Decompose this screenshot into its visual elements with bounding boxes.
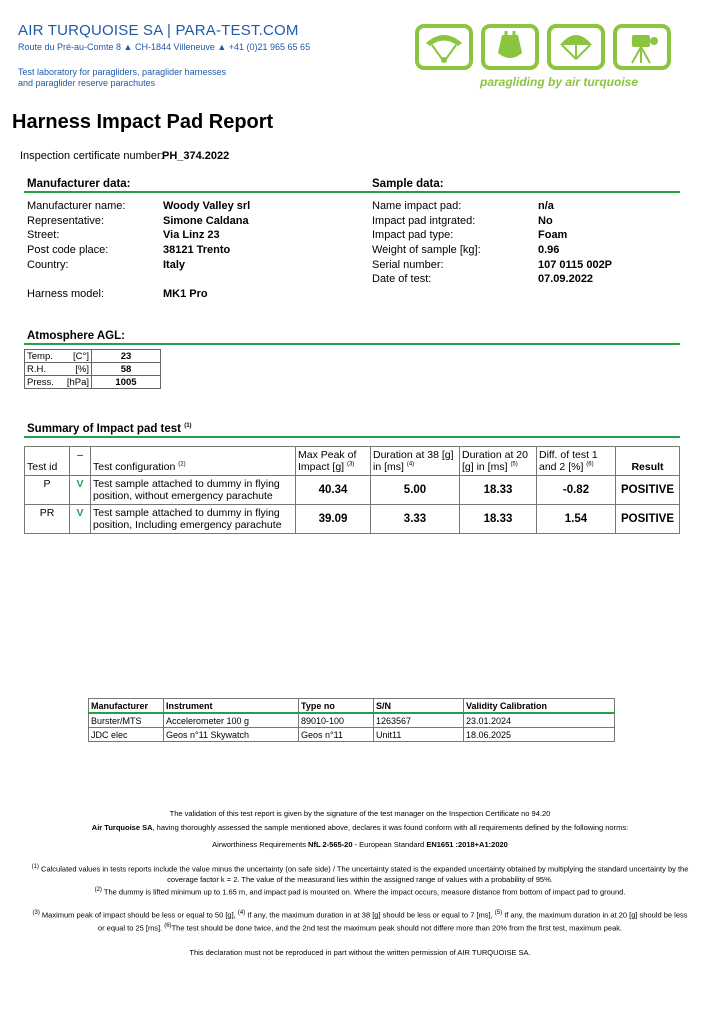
row-config: Test sample attached to dummy in flying position, Including emergency parachute: [91, 505, 296, 534]
representative-value: Simone Caldana: [163, 215, 249, 227]
inst-instrument: Geos n°11 Skywatch: [164, 728, 299, 742]
company-description: [18, 67, 318, 89]
col-dur38: [371, 447, 460, 476]
impact-pad-integrated-value: No: [538, 215, 553, 227]
pressure-label: Press.: [27, 376, 54, 388]
post-code-label: Post code place:: [27, 244, 109, 256]
test-date-label: Date of test:: [372, 273, 432, 285]
footnote-2: [30, 885, 690, 898]
impact-pad-type-label: Impact pad type:: [372, 229, 454, 241]
inst-col-type: Type no: [299, 699, 374, 714]
atmosphere-table: [24, 349, 161, 389]
col-dash: –: [70, 447, 91, 476]
row-test-id: PR: [25, 505, 70, 534]
footnote-3-text: Maximum peak of impact should be less or equal to 50 [g],: [39, 910, 238, 920]
footnote-5-text: If any, the maximum duration in at 20 [g] should be less or equal to 25 [ms].: [97, 910, 688, 932]
logo-strip: [415, 24, 671, 74]
street-label: Street:: [27, 229, 60, 241]
norms-mid: - European Standard: [352, 840, 427, 849]
row-config: Test sample attached to dummy in flying position, without emergency parachute: [91, 476, 296, 505]
footnote-6-text: The test should be done twice, and the 2nd test the maximum peak should not differe more than 20% from the first test, maximum peak.: [171, 923, 623, 932]
instrument-row: [89, 713, 615, 728]
footnote-5-mark: (5): [494, 910, 503, 916]
col-dur20: [460, 447, 537, 476]
inst-col-validity: Validity Calibration: [464, 699, 615, 714]
norms-nfl: NfL 2-565-20: [308, 840, 353, 849]
atmosphere-label-cell: [25, 350, 92, 363]
section-divider: [24, 191, 680, 193]
footnote-2-mark: (2): [94, 887, 102, 893]
col-config-note: (2): [178, 461, 186, 468]
sample-weight-value: 0.96: [538, 244, 560, 256]
row-max-peak: 39.09: [296, 505, 371, 534]
inst-instrument: Accelerometer 100 g: [164, 713, 299, 728]
instrument-table: [88, 698, 615, 742]
summary-heading-note: (1): [184, 423, 192, 430]
atmosphere-row: [25, 350, 161, 363]
inst-validity: 23.01.2024: [464, 713, 615, 728]
inst-sn: Unit11: [374, 728, 464, 742]
col-dur38-text: Duration at 38 [g] in [ms]: [373, 449, 454, 473]
validation-text: The validation of this test report is given by the signature of the test manager on the Inspection Certificate no 94.20: [169, 809, 551, 818]
temp-unit: [C°]: [73, 350, 89, 362]
footnote-3-6: [30, 908, 690, 933]
inst-col-sn: S/N: [374, 699, 464, 714]
pressure-value: 1005: [92, 376, 161, 389]
street-value: Via Linz 23: [163, 229, 220, 241]
row-max-peak: 40.34: [296, 476, 371, 505]
instrument-row: [89, 728, 615, 742]
serial-number-label: Serial number:: [372, 259, 444, 271]
atmosphere-row: [25, 363, 161, 376]
col-dur20-text: Duration at 20 [g] in [ms]: [462, 449, 528, 473]
temp-value: 23: [92, 350, 161, 363]
declaration-company: Air Turquoise SA: [91, 823, 153, 832]
atmosphere-row: [25, 376, 161, 389]
representative-label: Representative:: [27, 215, 105, 227]
atmosphere-label-cell: [25, 363, 92, 376]
impact-pad-type-value: Foam: [538, 229, 568, 241]
row-diff: -0.82: [537, 476, 616, 505]
col-max-peak-note: (3): [347, 461, 355, 468]
col-diff: [537, 447, 616, 476]
rh-value: 58: [92, 363, 161, 376]
row-check: V: [70, 476, 91, 505]
footnote-6-mark: (6): [164, 922, 172, 929]
col-max-peak-text: Max Peak of Impact [g]: [298, 449, 357, 473]
col-diff-note: (6): [586, 461, 594, 468]
row-result: POSITIVE: [616, 476, 680, 505]
footnote-4-mark: (4): [237, 910, 246, 916]
inst-type: Geos n°11: [299, 728, 374, 742]
norms-text: [30, 840, 690, 850]
impact-pad-name-label: Name impact pad:: [372, 200, 462, 212]
country-label: Country:: [27, 259, 69, 271]
inst-col-manufacturer: Manufacturer: [89, 699, 164, 714]
atmosphere-divider: [24, 343, 680, 345]
footnote-1-text: Calculated values in tests reports include the value minus the uncertainty (on safe side) / The uncertainty stated is the expanded uncertainty obtained by multiplying the standard uncertainty by the coverage factor k = 2. The value of the measurand lies within the assigned range of values with a probability of 95%.: [38, 864, 689, 884]
camera-tripod-icon: [613, 24, 671, 70]
paraglider-icon: [415, 24, 473, 70]
col-result: Result: [616, 447, 680, 476]
declaration-text: [30, 823, 690, 833]
rh-label: R.H.: [27, 363, 46, 375]
temp-label: Temp.: [27, 350, 53, 362]
serial-number-value: 107 0115 002P: [538, 259, 613, 271]
summary-row: [25, 505, 680, 534]
col-dur38-note: (4): [406, 461, 415, 468]
inst-manufacturer: Burster/MTS: [89, 713, 164, 728]
inst-col-instrument: Instrument: [164, 699, 299, 714]
declaration-rest: , having thoroughly assessed the sample mentioned above, declares it was found conform with all requirements defined by the following norms:: [152, 823, 629, 832]
company-address: Route du Pré-au-Comte 8 ▲ CH-1844 Villeneuve ▲ +41 (0)21 965 65 65: [18, 42, 311, 52]
summary-header-row: [25, 447, 680, 476]
footnote-3-mark: (3): [32, 910, 40, 916]
row-diff: 1.54: [537, 505, 616, 534]
test-date-value: 07.09.2022: [538, 273, 594, 285]
reserve-parachute-icon: [547, 24, 605, 70]
tagline: paragliding by air turquoise: [480, 75, 639, 89]
certificate-number: PH_374.2022: [162, 150, 230, 162]
rh-unit: [%]: [75, 363, 89, 375]
inst-type: 89010-100: [299, 713, 374, 728]
footnote-1: [30, 862, 690, 885]
row-dur38: 3.33: [371, 505, 460, 534]
footnote-2-text: The dummy is lifted minimum up to 1.65 m, and impact pad is mounted on. Where the impact occurs, measure distance from bottom of impact pad to ground.: [101, 887, 626, 897]
row-result: POSITIVE: [616, 505, 680, 534]
impact-pad-integrated-label: Impact pad intgrated:: [372, 215, 476, 227]
col-config-text: Test configuration: [93, 461, 176, 473]
col-max-peak: [296, 447, 371, 476]
inst-sn: 1263567: [374, 713, 464, 728]
inst-validity: 18.06.2025: [464, 728, 615, 742]
harness-icon: [481, 24, 539, 70]
footnote-1-mark: (1): [31, 864, 39, 870]
row-dur20: 18.33: [460, 505, 537, 534]
impact-pad-name-value: n/a: [538, 200, 554, 212]
norms-pre: Airworthiness Requirements: [212, 840, 309, 849]
col-config: [91, 447, 296, 476]
post-code-value: 38121 Trento: [163, 244, 231, 256]
manufacturer-name-label: Manufacturer name:: [27, 200, 126, 212]
atmosphere-heading: Atmosphere AGL:: [27, 330, 125, 342]
reproduction-notice: This declaration must not be reproduced in part without the written permission of AIR TURQUOISE SA.: [189, 948, 531, 957]
harness-model-label: Harness model:: [27, 288, 105, 300]
summary-row: [25, 476, 680, 505]
row-test-id: P: [25, 476, 70, 505]
norms-en: EN1651 :2018+A1:2020: [426, 840, 508, 849]
summary-table: [24, 446, 680, 534]
sample-weight-label: Weight of sample [kg]:: [372, 244, 481, 256]
inst-manufacturer: JDC elec: [89, 728, 164, 742]
row-dur20: 18.33: [460, 476, 537, 505]
manufacturer-name-value: Woody Valley srl: [163, 200, 251, 212]
footnote-4-text: If any, the maximum duration in at 38 [g] should be less or equal to 7 [ms],: [245, 910, 495, 920]
summary-heading: [27, 423, 192, 435]
company-name: AIR TURQUOISE SA | PARA-TEST.COM: [18, 22, 299, 39]
row-check: V: [70, 505, 91, 534]
page-title: Harness Impact Pad Report: [12, 111, 274, 133]
harness-model-value: MK1 Pro: [163, 288, 208, 300]
summary-divider: [24, 436, 680, 438]
description-line-2: and paraglider reserve parachutes: [18, 78, 156, 88]
description-line-1: Test laboratory for paragliders, paraglider harnesses: [18, 67, 227, 77]
col-dur20-note: (5): [510, 461, 518, 468]
instrument-header-row: [89, 699, 615, 714]
pressure-unit: [hPa]: [66, 376, 89, 388]
sample-heading: Sample data:: [372, 178, 444, 190]
col-diff-text: Diff. of test 1 and 2 [%]: [539, 449, 598, 473]
col-test-id: Test id: [25, 447, 70, 476]
atmosphere-label-cell: [25, 376, 92, 389]
summary-heading-text: Summary of Impact pad test: [27, 423, 182, 435]
certificate-label: Inspection certificate number:: [20, 150, 164, 162]
manufacturer-heading: Manufacturer data:: [27, 178, 131, 190]
row-dur38: 5.00: [371, 476, 460, 505]
country-value: Italy: [163, 259, 186, 271]
